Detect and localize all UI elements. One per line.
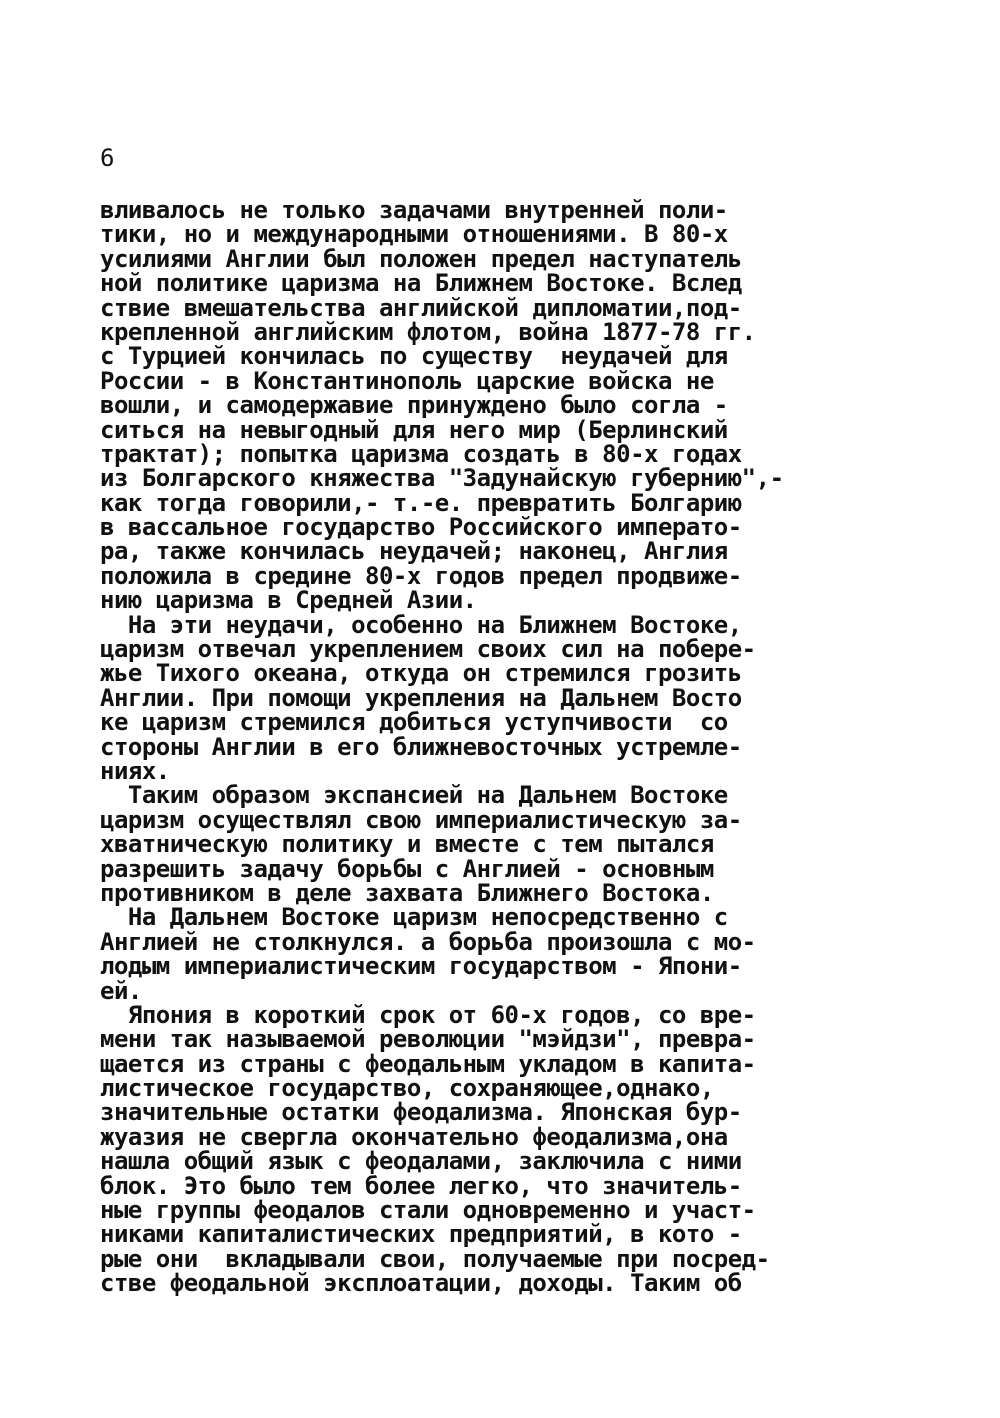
- text-line: тики, но и международными отношениями. В 80-х: [100, 220, 728, 249]
- text-line: хватническую политику и вместе с тем пытался: [100, 830, 714, 859]
- text-line: разрешить задачу борьбы с Англией - основным: [100, 854, 714, 883]
- text-line: блок. Это было тем более легко, что значитель-: [100, 1171, 742, 1200]
- text-line: с Турцией кончилась по существу неудачей для: [100, 342, 728, 371]
- text-line: как тогда говорили,- т.-е. превратить Болгарию: [100, 488, 742, 517]
- text-line: царизм осуществлял свою империалистическую за-: [100, 805, 742, 834]
- text-line: Япония в короткий срок от 60-х годов, со вре-: [100, 1000, 756, 1029]
- text-line: щается из страны с феодальным укладом в капита-: [100, 1049, 756, 1078]
- text-line: стве феодальной эксплоатации, доходы. Таким об: [100, 1269, 742, 1298]
- text-line: ные группы феодалов стали одновременно и участ-: [100, 1196, 756, 1225]
- text-line: Таким образом экспансией на Дальнем Востоке: [100, 781, 728, 810]
- text-line: жье Тихого океана, откуда он стремился грозить: [100, 659, 742, 688]
- text-line: вошли, и самодержавие принуждено было согла -: [100, 391, 728, 420]
- text-line: нию царизма в Средней Азии.: [100, 586, 477, 615]
- text-line: листическое государство, сохраняющее,однако,: [100, 1074, 714, 1103]
- text-line: значительные остатки феодализма. Японская бур-: [100, 1098, 742, 1127]
- text-line: никами капиталистических предприятий, в кото -: [100, 1220, 742, 1249]
- text-line: в вассальное государство Российского императо-: [100, 513, 742, 542]
- text-line: На эти неудачи, особенно на Ближнем Востоке,: [100, 610, 742, 639]
- text-line: Англией не столкнулся. а борьба произошла с мо-: [100, 927, 756, 956]
- text-line: России - в Константинополь царские войска не: [100, 366, 714, 395]
- text-line: мени так называемой революции "мэйдзи", превра-: [100, 1025, 756, 1054]
- text-line: Англии. При помощи укрепления на Дальнем Восто: [100, 683, 742, 712]
- text-line: ей.: [100, 976, 142, 1005]
- text-line: На Дальнем Востоке царизм непосредственно с: [100, 903, 728, 932]
- text-line: стороны Англии в его ближневосточных устремле-: [100, 732, 742, 761]
- text-line: ной политике царизма на Ближнем Востоке. Вслед: [100, 269, 742, 298]
- text-line: усилиями Англии был положен предел наступатель: [100, 244, 742, 273]
- text-line: рые они вкладывали свои, получаемые при посред-: [100, 1244, 770, 1273]
- text-line: крепленной английским флотом, война 1877-78 гг.: [100, 317, 756, 346]
- text-line: вливалось не только задачами внутренней поли-: [100, 196, 728, 224]
- text-line: жуазия не свергла окончательно феодализма,она: [100, 1122, 728, 1151]
- body-text: [100, 198, 860, 1296]
- text-line: ке царизм стремился добиться уступчивости со: [100, 708, 728, 737]
- text-line: лодым империалистическим государством - Япони-: [100, 952, 742, 981]
- text-line: из Болгарского княжества "Задунайскую губернию",-: [100, 464, 784, 493]
- page-number: 6: [100, 144, 115, 172]
- text-line: ситься на невыгодный для него мир (Берлинский: [100, 415, 728, 444]
- text-line: ствие вмешательства английской дипломатии,под-: [100, 293, 742, 322]
- text-line: нашла общий язык с феодалами, заключила с ними: [100, 1147, 742, 1176]
- text-line: ниях.: [100, 756, 170, 785]
- text-line: положила в средине 80-х годов предел продвиже-: [100, 561, 742, 590]
- text-line: царизм отвечал укреплением своих сил на побере-: [100, 635, 756, 664]
- text-line: ра, также кончилась неудачей; наконец, Англия: [100, 537, 728, 566]
- text-line: трактат); попытка царизма создать в 80-х годах: [100, 439, 742, 468]
- text-line: противником в деле захвата Ближнего Востока.: [100, 878, 714, 907]
